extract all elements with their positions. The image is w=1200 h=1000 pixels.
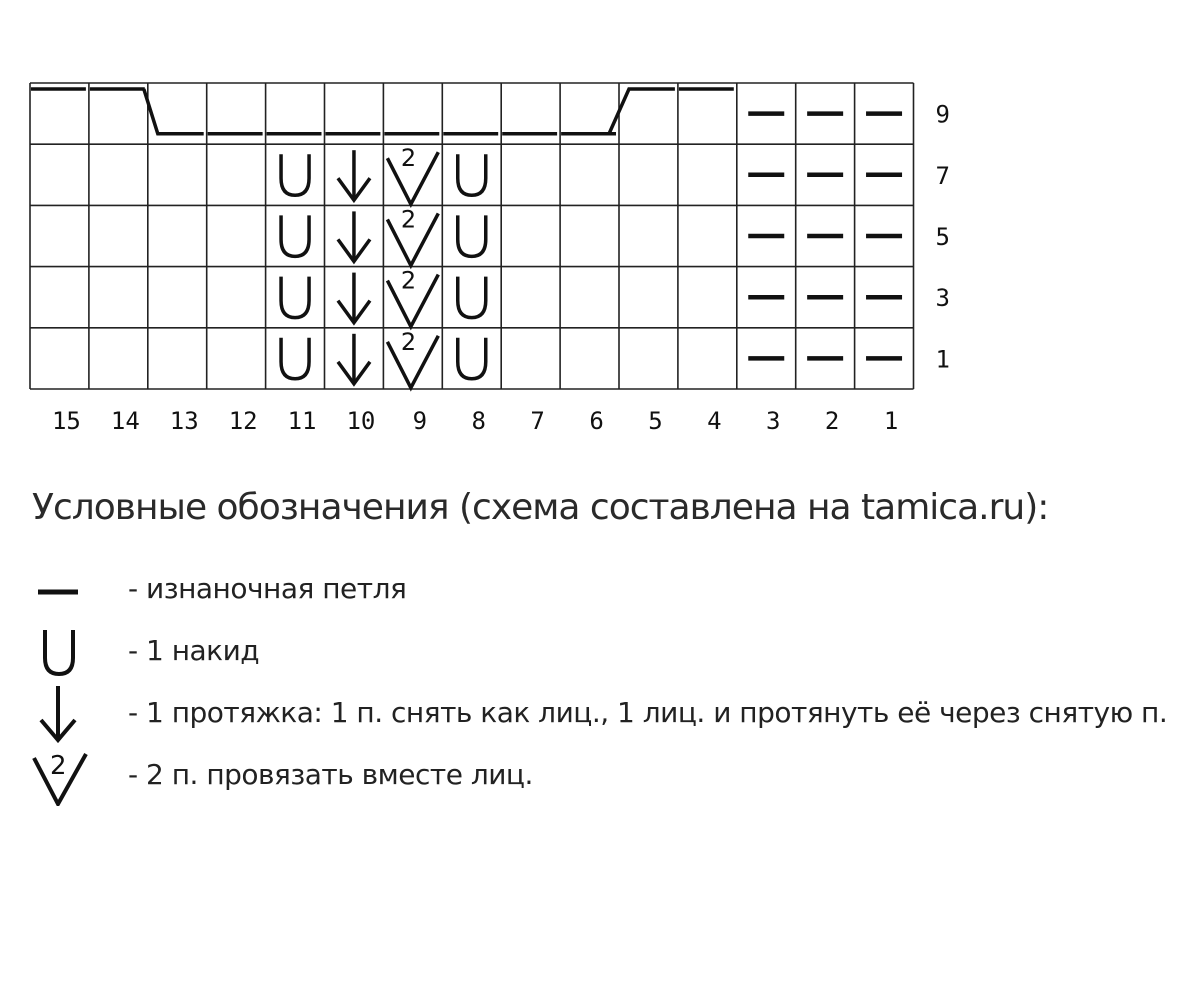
k2tog-count-label: 2: [400, 144, 417, 173]
row-number-label: 9: [935, 100, 950, 129]
k2tog-count-label: 2: [50, 751, 67, 781]
yarn-over-mark: [281, 215, 309, 256]
legend-title: Условные обозначения (схема составлена на tamica.ru):: [32, 487, 1049, 528]
k2tog-symbol-icon: [28, 746, 92, 806]
legend-item-yarn-over: [28, 622, 1188, 682]
knitting-chart: [0, 0, 1200, 460]
yarn-over-mark: [458, 277, 486, 318]
column-number-label: 2: [824, 407, 840, 435]
yarn-over-mark: [458, 338, 486, 379]
yarn-over-mark: [458, 215, 486, 256]
legend-item-label: - 1 протяжка: 1 п. снять как лиц., 1 лиц. и протянуть её через снятую п.: [128, 696, 1168, 729]
legend-item-slip-pass: [28, 684, 1188, 744]
outline-slope: [144, 89, 204, 134]
legend-item-k2tog: [28, 746, 1188, 806]
yarn-over-mark: [281, 154, 309, 195]
legend-item-label: - 1 накид: [128, 634, 260, 667]
column-number-label: 11: [287, 407, 317, 435]
k2tog-count-label: 2: [400, 327, 417, 356]
k2tog-count-label: 2: [400, 205, 417, 234]
column-number-label: 6: [589, 407, 604, 435]
column-number-label: 15: [51, 407, 81, 435]
chart-grid-svg: [0, 0, 1200, 460]
column-number-label: 12: [228, 407, 258, 435]
column-number-label: 8: [471, 407, 486, 435]
down-arrow-icon: [28, 684, 92, 744]
column-number-label: 9: [412, 407, 428, 435]
row-number-label: 1: [935, 345, 950, 374]
yarn-over-symbol-icon: [28, 622, 92, 682]
column-number-label: 10: [346, 407, 376, 435]
k2tog-count-label: 2: [400, 266, 417, 295]
yarn-over-mark: [281, 338, 309, 379]
yarn-over-mark: [458, 154, 486, 195]
column-number-label: 5: [648, 407, 663, 435]
column-number-label: 3: [766, 407, 781, 435]
column-number-label: 1: [883, 407, 899, 435]
legend-item-label: - 2 п. провязать вместе лиц.: [128, 758, 533, 791]
row-number-label: 3: [935, 284, 950, 313]
column-number-label: 14: [110, 407, 140, 435]
purl-symbol-icon: [28, 560, 92, 620]
row-number-label: 5: [935, 223, 950, 251]
column-number-label: 7: [530, 407, 545, 435]
legend-item-purl: [28, 560, 1188, 620]
yarn-over-mark: [281, 277, 309, 318]
column-number-label: 13: [169, 407, 199, 435]
row-number-label: 7: [935, 161, 950, 190]
legend-item-label: - изнаночная петля: [128, 572, 407, 605]
column-number-label: 4: [707, 407, 722, 435]
